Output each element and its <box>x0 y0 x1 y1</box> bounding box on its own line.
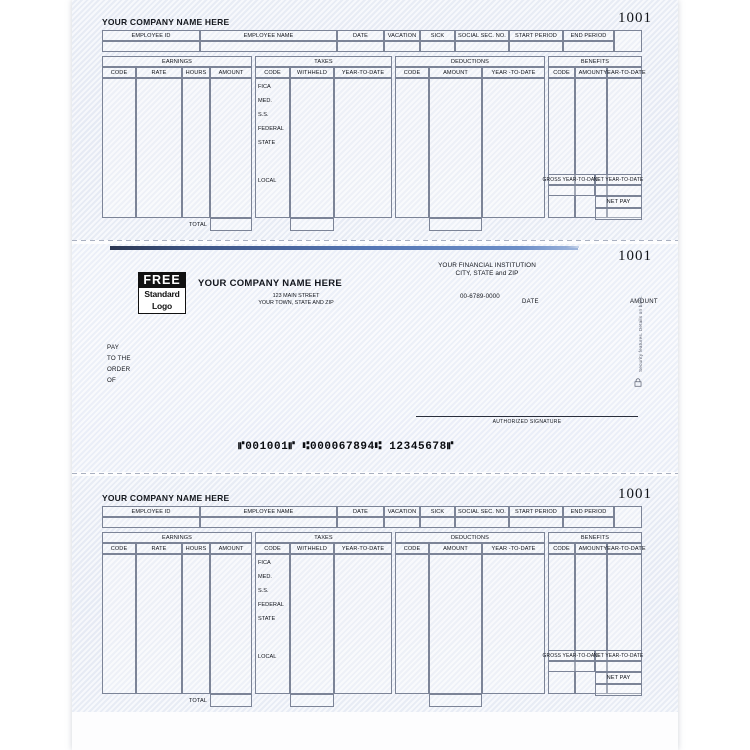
taxes-total-box <box>290 694 334 707</box>
entry-body-cell <box>290 554 334 694</box>
stub-check-number: 1001 <box>618 486 652 502</box>
employee-value-cell <box>200 517 337 528</box>
column-header-label: YEAR-TO-DATE <box>341 545 385 552</box>
employee-header-label: END PERIOD <box>570 32 607 39</box>
signature-rule <box>416 416 638 417</box>
employee-header-label: EMPLOYEE ID <box>131 508 171 515</box>
group-title-label: EARNINGS <box>161 58 193 65</box>
employee-value-cell <box>455 517 509 528</box>
column-header-label: AMOUNT <box>578 69 604 76</box>
pay-label-1: PAY <box>107 344 120 351</box>
earnings-total-box <box>210 694 252 707</box>
group-title-label: TAXES <box>314 58 333 65</box>
security-features-note: Security features. Details on back. <box>638 295 643 372</box>
net-ytd-label: NET YEAR-TO-DATE <box>593 176 644 183</box>
column-header-label: AMOUNT <box>218 545 244 552</box>
tax-code-label: FICA <box>258 560 271 566</box>
column-header-label: WITHHELD <box>296 69 327 76</box>
group-title-label: BENEFITS <box>580 534 610 541</box>
logo-standard-text: Standard <box>144 289 180 299</box>
employee-value-cell <box>384 41 420 52</box>
taxes-total-box <box>290 218 334 231</box>
employee-value-cell <box>563 517 614 528</box>
check-company-address-line1: 123 MAIN STREET <box>272 293 320 299</box>
tax-code-label: MED. <box>258 98 272 104</box>
lock-icon <box>634 378 642 387</box>
net-ytd-label: NET YEAR-TO-DATE <box>593 652 644 659</box>
tax-code-label: STATE <box>258 140 276 146</box>
tax-code-label: LOCAL <box>258 654 277 660</box>
tax-code-label: FEDERAL <box>258 126 284 132</box>
column-header-label: CODE <box>403 69 421 76</box>
entry-body-cell <box>395 554 429 694</box>
pay-label-2: TO THE <box>107 355 131 362</box>
column-header-label: CODE <box>553 545 570 552</box>
net-ytd-value-cell <box>595 185 642 196</box>
deductions-total-box <box>429 694 482 707</box>
bank-name: YOUR FINANCIAL INSTITUTION <box>438 262 536 269</box>
employee-value-cell <box>337 41 384 52</box>
employee-header-spacer <box>614 30 642 52</box>
free-standard-logo-placeholder <box>138 272 186 314</box>
column-header-label: AMOUNT <box>443 545 468 552</box>
deductions-total-box <box>429 218 482 231</box>
column-header-label: HOURS <box>185 545 207 552</box>
employee-header-label: END PERIOD <box>570 508 607 515</box>
pay-label-4: OF <box>107 377 116 384</box>
column-header-label: RATE <box>151 69 167 76</box>
employee-header-label: VACATION <box>387 32 417 39</box>
check-document-page <box>72 0 678 750</box>
column-header-label: CODE <box>110 69 128 76</box>
authorized-signature-label: AUTHORIZED SIGNATURE <box>492 419 562 425</box>
group-title-label: EARNINGS <box>161 534 193 541</box>
bank-city-state-zip: CITY, STATE and ZIP <box>455 270 519 277</box>
tax-code-label: MED. <box>258 574 272 580</box>
column-header-label: AMOUNT <box>578 545 604 552</box>
micr-line: ⑈001001⑈ ⑆000067894⑆ 12345678⑈ <box>238 441 455 453</box>
entry-body-cell <box>136 554 182 694</box>
net-ytd-value-cell <box>595 661 642 672</box>
employee-header-label: EMPLOYEE ID <box>131 32 171 39</box>
employee-header-label: START PERIOD <box>515 508 557 515</box>
column-header-label: YEAR-TO-DATE <box>603 545 646 552</box>
pay-label-3: ORDER <box>107 366 131 373</box>
employee-header-label: EMPLOYEE NAME <box>243 32 294 39</box>
employee-value-cell <box>455 41 509 52</box>
perforation-line-top <box>72 240 678 241</box>
column-header-label: AMOUNT <box>443 69 468 76</box>
employee-value-cell <box>384 517 420 528</box>
entry-body-cell <box>429 554 482 694</box>
date-label: DATE <box>522 299 539 305</box>
employee-header-label: START PERIOD <box>515 32 557 39</box>
entry-body-cell <box>429 78 482 218</box>
net-pay-value-cell <box>595 684 642 696</box>
employee-value-cell <box>200 41 337 52</box>
entry-body-cell <box>395 78 429 218</box>
employee-value-cell <box>102 517 200 528</box>
employee-header-label: SICK <box>430 508 445 515</box>
column-header-label: YEAR -TO-DATE <box>491 545 536 552</box>
net-pay-value-cell <box>595 208 642 220</box>
tax-code-label: S.S. <box>258 112 269 118</box>
column-header-label: YEAR -TO-DATE <box>491 69 536 76</box>
group-title-label: TAXES <box>314 534 333 541</box>
total-label: TOTAL <box>188 221 207 228</box>
gross-ytd-label: GROSS YEAR-TO-DATE <box>542 652 601 659</box>
entry-body-cell <box>482 78 545 218</box>
column-header-label: YEAR-TO-DATE <box>341 69 385 76</box>
employee-value-cell <box>420 517 455 528</box>
entry-body-cell <box>334 554 392 694</box>
employee-header-label: SOCIAL SEC. NO. <box>458 32 506 39</box>
entry-body-cell <box>182 554 210 694</box>
tax-code-label: LOCAL <box>258 178 277 184</box>
entry-body-cell <box>136 78 182 218</box>
logo-free-text: FREE <box>139 273 185 288</box>
check-company-address-line2: YOUR TOWN, STATE AND ZIP <box>258 300 334 306</box>
stub-company-name: YOUR COMPANY NAME HERE <box>102 493 230 503</box>
employee-header-label: SICK <box>430 32 445 39</box>
logo-logo-text: Logo <box>152 301 172 311</box>
amount-label: AMOUNT <box>630 299 658 305</box>
entry-body-cell <box>334 78 392 218</box>
entry-body-cell <box>210 554 252 694</box>
stub-company-name: YOUR COMPANY NAME HERE <box>102 17 230 27</box>
check-number: 1001 <box>618 248 652 264</box>
net-pay-label: NET PAY <box>606 199 631 205</box>
employee-value-cell <box>563 41 614 52</box>
entry-body-cell <box>290 78 334 218</box>
employee-header-label: VACATION <box>387 508 417 515</box>
entry-body-cell <box>210 78 252 218</box>
tax-code-label: FEDERAL <box>258 602 284 608</box>
column-header-label: CODE <box>264 69 281 76</box>
column-header-label: YEAR-TO-DATE <box>603 69 646 76</box>
employee-header-label: DATE <box>353 508 368 515</box>
tax-code-label: S.S. <box>258 588 269 594</box>
column-header-label: CODE <box>110 545 128 552</box>
employee-header-label: DATE <box>353 32 368 39</box>
tax-code-label: STATE <box>258 616 276 622</box>
perforation-line-bottom <box>72 473 678 474</box>
earnings-total-box <box>210 218 252 231</box>
employee-value-cell <box>509 517 563 528</box>
gross-ytd-label: GROSS YEAR-TO-DATE <box>542 176 601 183</box>
tax-code-label: FICA <box>258 84 271 90</box>
stub-check-number: 1001 <box>618 10 652 26</box>
fractional-routing-number: 00-6789-0000 <box>460 293 500 300</box>
entry-body-cell <box>548 554 575 694</box>
column-header-label: RATE <box>151 545 167 552</box>
employee-value-cell <box>420 41 455 52</box>
entry-body-cell <box>482 554 545 694</box>
entry-body-cell <box>102 78 136 218</box>
entry-body-cell <box>548 78 575 218</box>
gross-ytd-value-cell <box>548 185 595 196</box>
net-pay-label: NET PAY <box>606 675 631 681</box>
employee-value-cell <box>102 41 200 52</box>
column-header-label: CODE <box>403 545 421 552</box>
employee-value-cell <box>337 517 384 528</box>
group-title-label: DEDUCTIONS <box>451 534 489 541</box>
entry-body-cell <box>182 78 210 218</box>
column-header-label: HOURS <box>185 69 207 76</box>
column-header-label: CODE <box>553 69 570 76</box>
employee-header-label: EMPLOYEE NAME <box>243 508 294 515</box>
column-header-label: WITHHELD <box>296 545 327 552</box>
group-title-label: DEDUCTIONS <box>451 58 489 65</box>
group-title-label: BENEFITS <box>580 58 610 65</box>
gross-ytd-value-cell <box>548 661 595 672</box>
employee-value-cell <box>509 41 563 52</box>
check-company-name: YOUR COMPANY NAME HERE <box>198 278 343 289</box>
employee-header-spacer <box>614 506 642 528</box>
employee-header-label: SOCIAL SEC. NO. <box>458 508 506 515</box>
total-label: TOTAL <box>188 697 207 704</box>
entry-body-cell <box>102 554 136 694</box>
check-accent-bar <box>110 246 578 250</box>
column-header-label: AMOUNT <box>218 69 244 76</box>
column-header-label: CODE <box>264 545 281 552</box>
